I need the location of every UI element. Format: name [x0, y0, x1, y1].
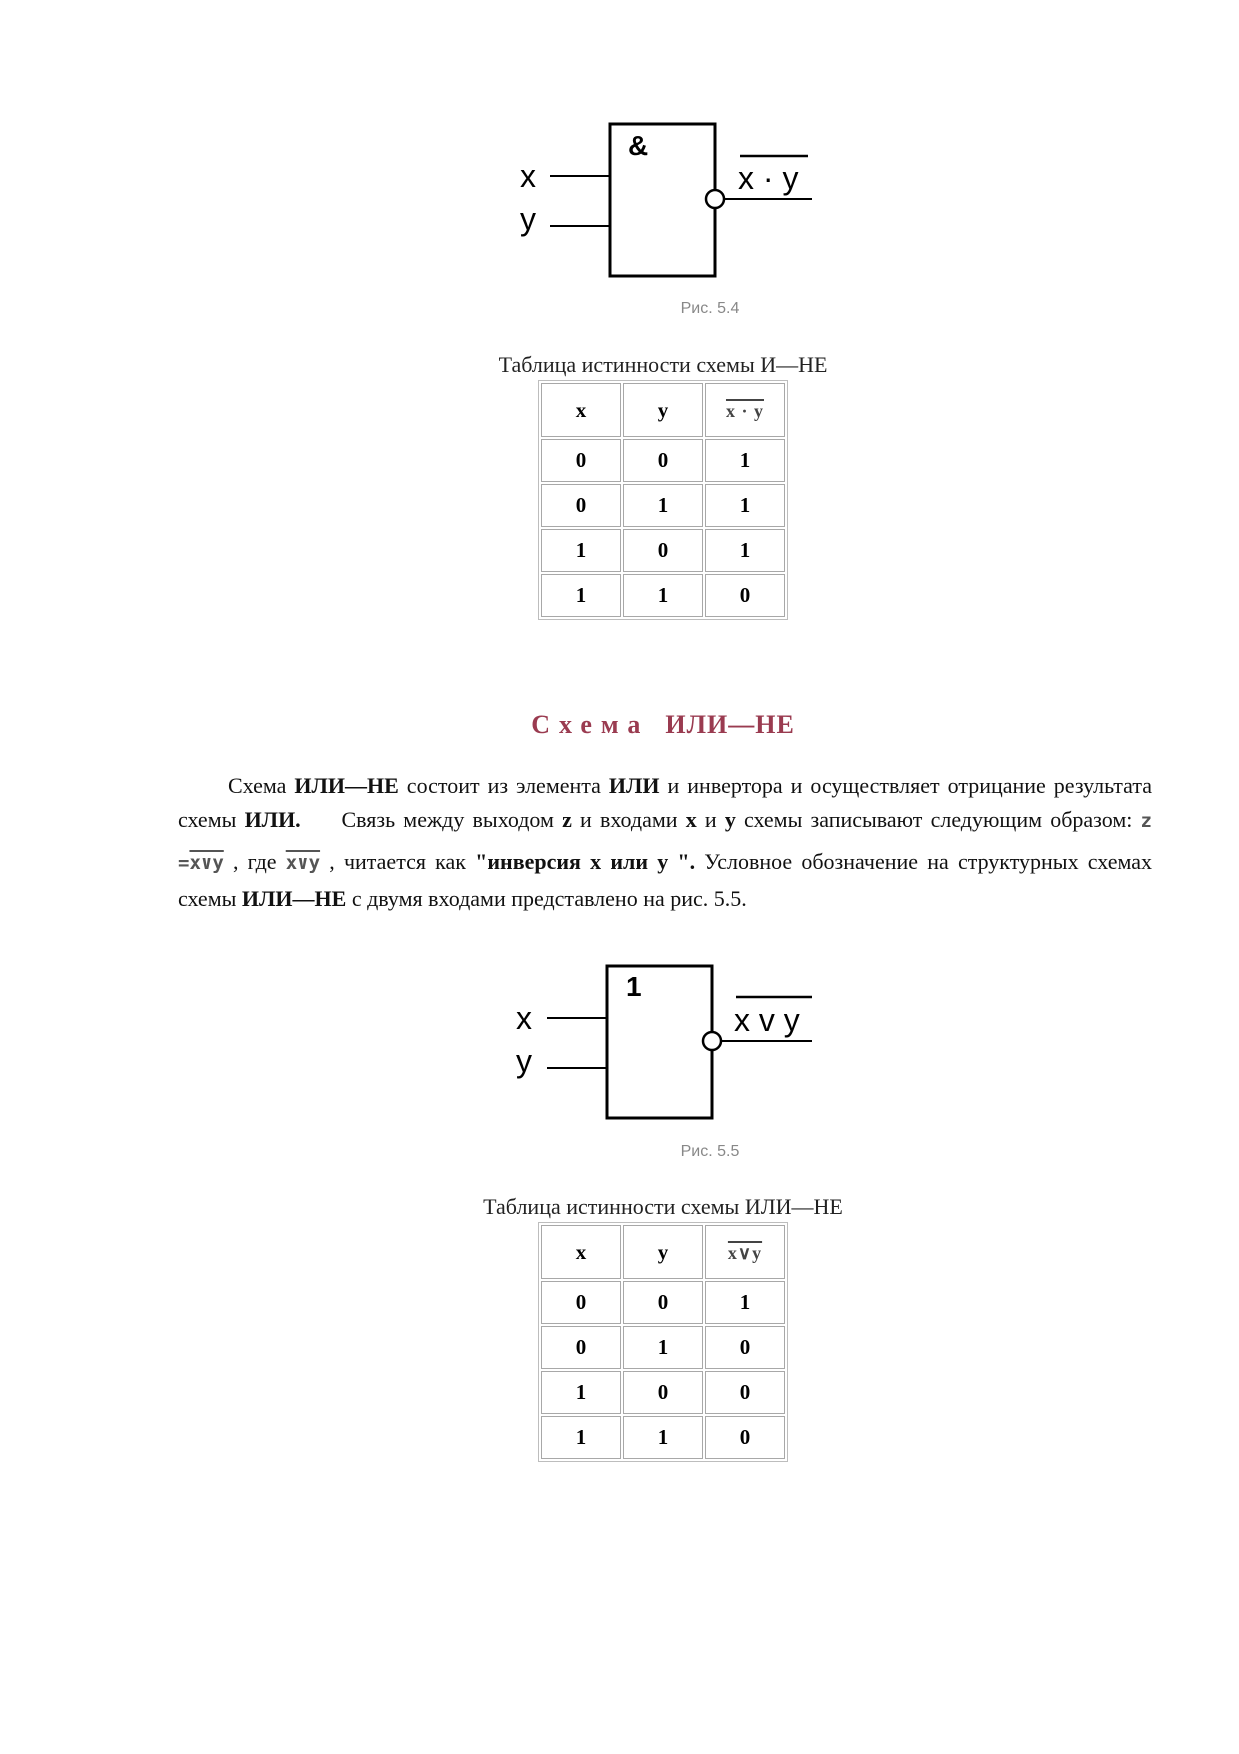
table-caption: Таблица истинности схемы ИЛИ—НЕ [483, 1194, 843, 1219]
header-y: y [623, 383, 703, 437]
figure-caption: Рис. 5.4 [680, 300, 740, 317]
gate-body [610, 124, 715, 276]
gate-symbol: & [628, 130, 649, 161]
table-row [541, 1281, 785, 1324]
table-cell: 1 [541, 1416, 621, 1459]
bold-term: ИЛИ—НЕ [241, 886, 347, 911]
section-title [0, 710, 1239, 740]
header-x: x [541, 1225, 621, 1279]
input-label-x: x [516, 1000, 532, 1036]
header-y: y [623, 1225, 703, 1279]
bold-term: z [562, 807, 572, 832]
nand-gate-diagram [510, 110, 820, 285]
header-x: x [541, 383, 621, 437]
table-cell: 1 [541, 574, 621, 617]
input-label-y: y [516, 1043, 532, 1079]
text-run: и входами [571, 807, 686, 832]
truth-table-nand [538, 380, 788, 620]
table-row [541, 1371, 785, 1414]
table-cell: 0 [623, 1371, 703, 1414]
text-run: схемы записывают следующим образом: [735, 807, 1141, 832]
text-run: , где [223, 849, 286, 874]
output-label: x · y [738, 160, 799, 196]
table-cell: 0 [541, 439, 621, 482]
header-output-formula: x · y [725, 400, 764, 421]
nor-gate-diagram [510, 952, 820, 1127]
truth-table-nor [538, 1222, 788, 1462]
table-cell: 0 [541, 484, 621, 527]
table-cell: 1 [705, 439, 785, 482]
table-cell: 1 [705, 529, 785, 572]
bold-term: y [724, 807, 736, 832]
text-run: состоит из элемента [398, 773, 609, 798]
table-cell: 0 [705, 1326, 785, 1369]
table-cell: 1 [623, 484, 703, 527]
formula-lhs: z = [178, 810, 1152, 874]
section-title-name: ИЛИ—НЕ [665, 710, 795, 739]
text-run: и [696, 807, 725, 832]
body-paragraph [178, 771, 1152, 913]
table-cell: 1 [705, 1281, 785, 1324]
bold-term: ИЛИ [608, 773, 660, 798]
table-cell: 0 [541, 1326, 621, 1369]
table-row [541, 1326, 785, 1369]
table-caption: Таблица истинности схемы И—НЕ [498, 352, 828, 377]
input-label-x: x [520, 158, 536, 194]
input-label-y: y [520, 201, 536, 237]
table-cell: 1 [541, 529, 621, 572]
output-label: x v y [734, 1002, 800, 1038]
text-run: , читается как [320, 849, 476, 874]
table-row [541, 484, 785, 527]
table-cell: 1 [623, 1326, 703, 1369]
text-run: Связь между выходом [300, 807, 563, 832]
text-run: Условное обозначение на структурных схемах схемы [178, 849, 1153, 911]
formula-inline [286, 852, 320, 874]
formula-bar: x∨y [189, 852, 224, 874]
table-cell: 0 [705, 574, 785, 617]
table-cell: 1 [541, 1371, 621, 1414]
table-cell: 0 [541, 1281, 621, 1324]
bold-term: "инверсия x или y ". [475, 849, 696, 874]
gate-symbol: 1 [626, 971, 642, 1002]
figure-caption: Рис. 5.5 [680, 1143, 740, 1160]
table-row [541, 1416, 785, 1459]
table-header-row [541, 383, 785, 437]
header-output [705, 1225, 785, 1279]
section-title-word: Схема [531, 710, 650, 739]
inversion-bubble [703, 1032, 721, 1050]
bold-term: ИЛИ—НЕ [294, 773, 399, 798]
table-cell: 0 [623, 439, 703, 482]
table-cell: 0 [705, 1416, 785, 1459]
header-output-formula: x∨y [727, 1242, 763, 1263]
text-run: и инвертора и осуществляет отрицание результата схемы [178, 773, 1152, 832]
table-cell: 1 [705, 484, 785, 527]
table-cell: 1 [623, 574, 703, 617]
table-row [541, 529, 785, 572]
table-cell: 0 [623, 1281, 703, 1324]
table-cell: 0 [623, 529, 703, 572]
bold-term: ИЛИ. [244, 807, 301, 832]
bold-term: x [685, 807, 697, 832]
text-run: с двумя входами представлено на рис. 5.5. [346, 886, 747, 911]
table-row [541, 574, 785, 617]
inversion-bubble [706, 190, 724, 208]
table-cell: 0 [705, 1371, 785, 1414]
table-row [541, 439, 785, 482]
gate-body [607, 966, 712, 1118]
header-output [705, 383, 785, 437]
text-run: Схема [228, 773, 295, 798]
table-header-row [541, 1225, 785, 1279]
table-cell: 1 [623, 1416, 703, 1459]
formula-bar: x∨y [285, 852, 321, 874]
